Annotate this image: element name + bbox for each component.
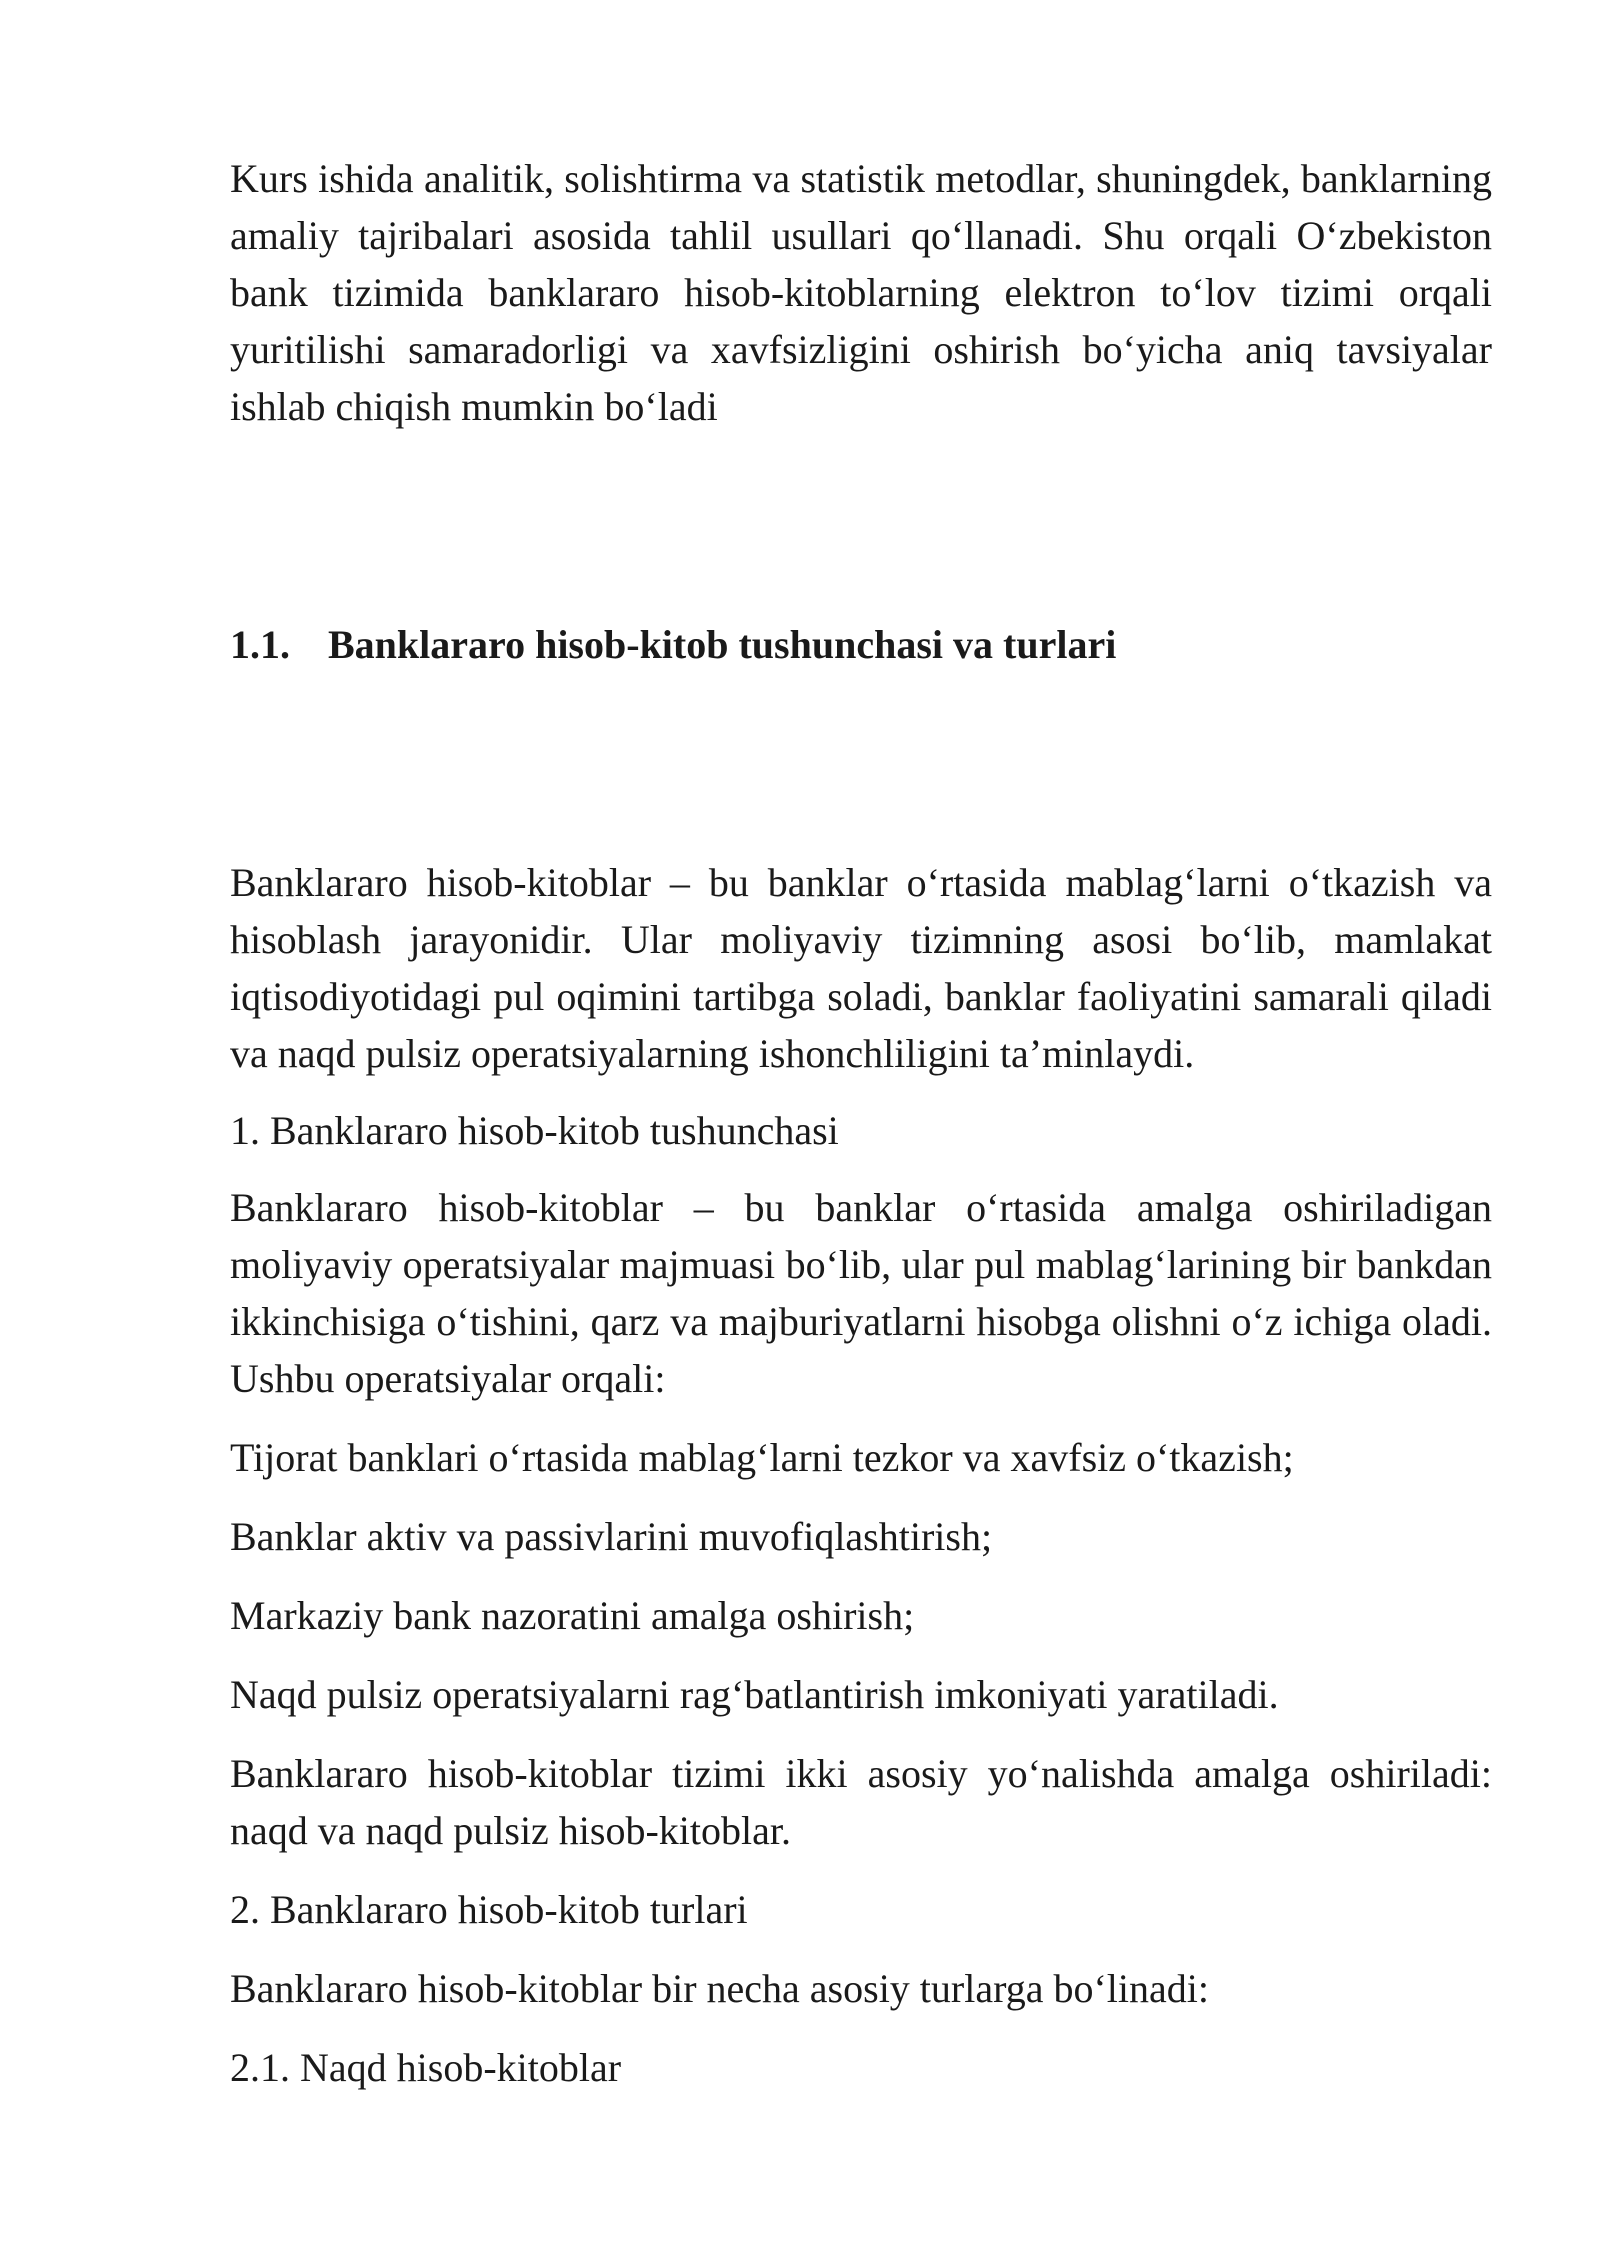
operations-paragraph: Banklararo hisob-kitoblar – bu banklar o‘rtasida amalga oshiriladigan moliyaviy operatsiyalar majmuasi bo‘lib, ular pul mablag‘larining bir bankdan ikkinchisiga o‘tishini, qarz va majburiyatlarni hisobga olishni o‘z ichiga oladi. Ushbu operatsiyalar orqali: [230,1185,1492,1401]
directions-paragraph: Banklararo hisob-kitoblar tizimi ikki asosiy yo‘nalishda amalga oshiriladi: naqd va naqd pulsiz hisob-kitoblar. [230,1751,1492,1853]
subheading-types: 2. Banklararo hisob-kitob turlari [230,1887,748,1932]
definition-paragraph: Banklararo hisob-kitoblar – bu banklar o‘rtasida mablag‘larni o‘tkazish va hisoblash jarayonidir. Ular moliyaviy tizimning asosi bo‘lib, mamlakat iqtisodiyotidagi pul oqimini tartibga soladi, banklar faoliyatini samarali qiladi va naqd pulsiz operatsiyalarning ishonchliligini ta’minlaydi. [230,860,1492,1076]
subheading-concept: 1. Banklararo hisob-kitob tushunchasi [230,1108,839,1153]
types-intro-paragraph: Banklararo hisob-kitoblar bir necha asosiy turlarga bo‘linadi: [230,1966,1209,2011]
list-item: Banklar aktiv va passivlarini muvofiqlashtirish; [230,1514,993,1559]
list-item: Naqd pulsiz operatsiyalarni rag‘batlantirish imkoniyati yaratiladi. [230,1672,1279,1717]
document-page [230,150,1492,2096]
subheading-cash: 2.1. Naqd hisob-kitoblar [230,2045,622,2090]
section-heading [230,616,1492,673]
intro-paragraph: Kurs ishida analitik, solishtirma va statistik metodlar, shuningdek, banklarning amaliy tajribalari asosida tahlil usullari qo‘llanadi. Shu orqali O‘zbekiston bank tizimida banklararo hisob-kitoblarning elektron to‘lov tizimi orqali yuritilishi samaradorligi va xavfsizligini oshirish bo‘yicha aniq tavsiyalar ishlab chiqish mumkin bo‘ladi [230,156,1492,429]
list-item: Markaziy bank nazoratini amalga oshirish; [230,1593,915,1638]
section-title: Banklararo hisob-kitob tushunchasi va turlari [328,622,1117,667]
list-item: Tijorat banklari o‘rtasida mablag‘larni tezkor va xavfsiz o‘tkazish; [230,1435,1294,1480]
section-number: 1.1. [230,622,290,667]
